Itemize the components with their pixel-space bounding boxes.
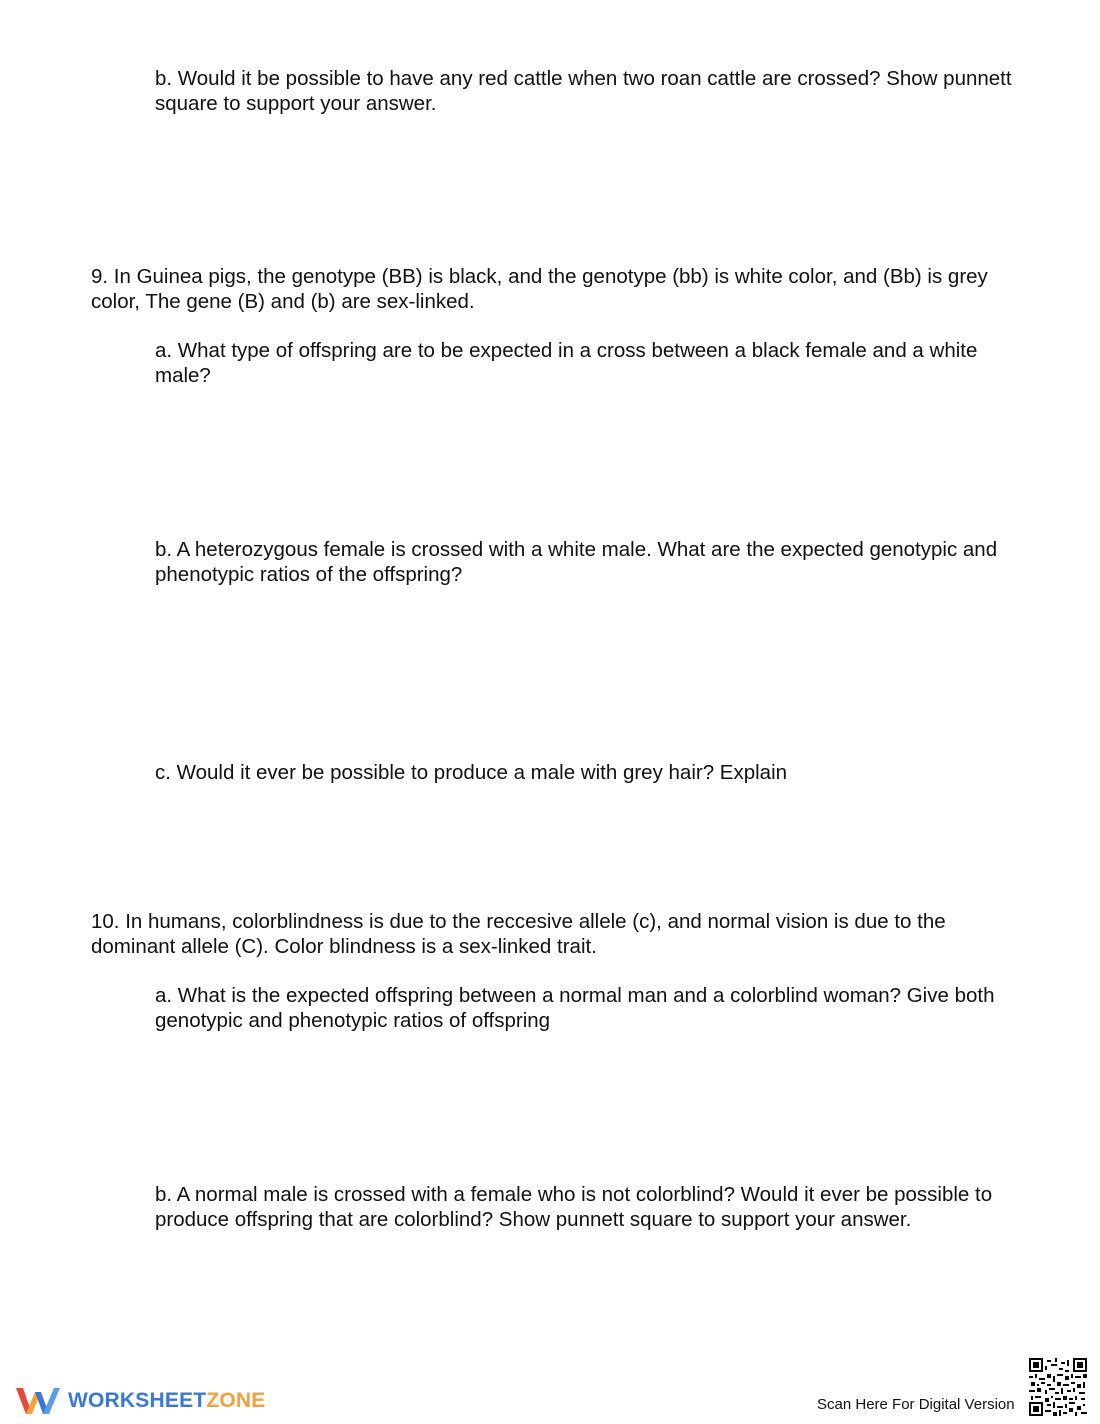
question-9a: a. What type of offspring are to be expected in a cross between a black female and a white male? [155, 339, 978, 387]
question-10: 10. In humans, colorblindness is due to the reccesive allele (c), and normal vision is due to the dominant allele (C). Color blindness is a sex-linked trait. [91, 910, 946, 958]
question-10a: a. What is the expected offspring between a normal man and a colorblind woman? Give both genotypic and phenotypic ratios of offspring [155, 984, 995, 1032]
question-8b: b. Would it be possible to have any red cattle when two roan cattle are crossed? Show punnett square to support your answer. [155, 67, 1012, 115]
qr-code-icon[interactable] [1029, 1358, 1087, 1416]
question-10b: b. A normal male is crossed with a female who is not colorblind? Would it ever be possible to produce offspring that are colorblind? Show punnett square to support your answer. [155, 1183, 993, 1231]
scan-instruction: Scan Here For Digital Version [817, 1396, 1015, 1413]
logo-wordmark [68, 1389, 265, 1413]
worksheetzone-logo-icon [14, 1384, 60, 1418]
logo-word-zone: ZONE [206, 1389, 266, 1412]
question-9: 9. In Guinea pigs, the genotype (BB) is black, and the genotype (bb) is white color, and (Bb) is grey color, The gene (B) and (b) are sex-linked. [91, 265, 988, 313]
worksheetzone-logo [14, 1384, 265, 1418]
question-9b: b. A heterozygous female is crossed with a white male. What are the expected genotypic and phenotypic ratios of the offspring? [155, 538, 998, 586]
question-9c: c. Would it ever be possible to produce a male with grey hair? Explain [155, 761, 788, 784]
logo-word-worksheet: WORKSHEET [68, 1389, 207, 1412]
